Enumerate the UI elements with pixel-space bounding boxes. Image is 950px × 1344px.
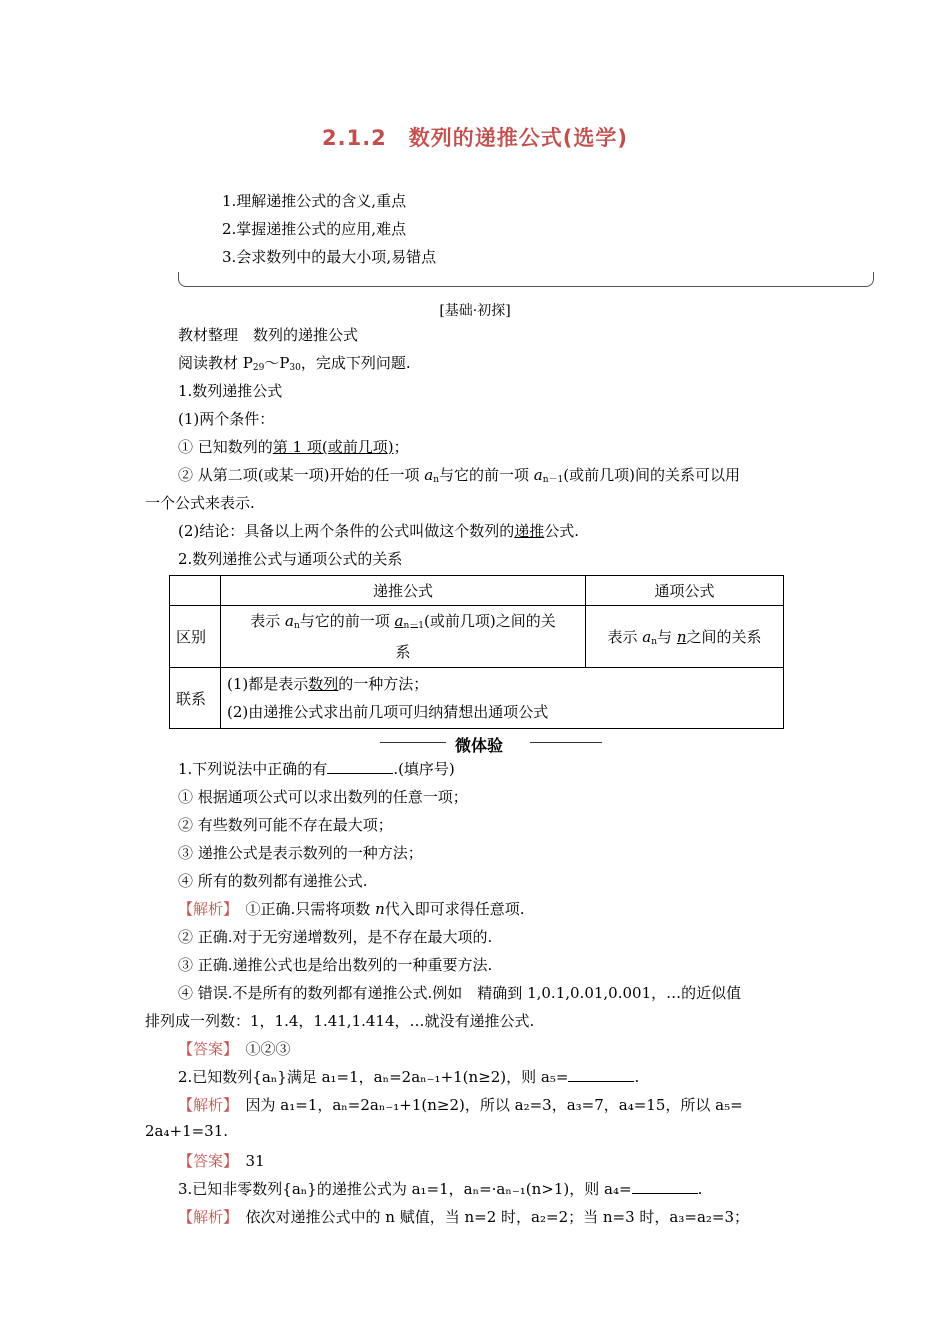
micro-experience-label: 微体验 [455, 736, 504, 755]
q1-analysis-2: ② 正确.对于无穷递增数列，是不存在最大项的. [178, 928, 493, 946]
q2-analysis-line-1: 【解析】 因为 a₁=1，aₙ=2aₙ₋₁+1(n≥2)，所以 a₂=3，a₃=7，a₄=15，所以 a₅= [178, 1096, 743, 1114]
page-title: 2.1.2 数列的递推公式(选学) [322, 126, 628, 150]
divider-line-right [530, 742, 602, 743]
table-cell-link: (1)都是表示数列的一种方法； (2)由递推公式求出前几项可归纳猜想出通项公式 [221, 668, 784, 729]
q1-analysis-4-line-2: 排列成一列数：1，1.4，1.41,1.414，…就没有递推公式. [145, 1012, 535, 1030]
condition-2-line-2: 一个公式来表示. [145, 494, 255, 512]
table-row-link-label: 联系 [170, 668, 221, 729]
goal-1: 1.理解递推公式的含义,重点 [222, 192, 407, 210]
q2-stem: 2.已知数列{aₙ}满足 a₁=1，aₙ=2aₙ₋₁+1(n≥2)，则 a₅= . [178, 1068, 640, 1086]
table-corner [170, 576, 221, 606]
condition-2-line-1: ② 从第二项(或某一项)开始的任一项 $a_n$与它的前一项 $a_{n-1}$(或前几项)间的关系可以用 [178, 466, 740, 485]
analysis-tag: 【解析】 [178, 1208, 231, 1226]
item-2-heading: 2.数列递推公式与通项公式的关系 [178, 550, 403, 568]
reading-line: 阅读教材 $P_{29}\sim P_{30}$，完成下列问题. [178, 354, 411, 373]
item-1-heading: 1.数列递推公式 [178, 382, 283, 400]
q1-analysis-4-line-1: ④ 错误.不是所有的数列都有递推公式.例如 精确到 1,0.1,0.01,0.001，…的近似值 [178, 984, 742, 1002]
table-row-diff-label: 区别 [170, 606, 221, 668]
table-cell-diff-general: 表示 $a_n$与 n之间的关系 [586, 606, 784, 668]
divider-line-left [380, 742, 446, 743]
goal-2: 2.掌握递推公式的应用,难点 [222, 220, 407, 238]
q3-stem: 3.已知非零数列{aₙ}的递推公式为 a₁=1，aₙ=·aₙ₋₁(n>1)，则 a₄= . [178, 1180, 703, 1198]
q1-answer: 【答案】 ①②③ [178, 1040, 291, 1058]
textbook-heading: 教材整理 数列的递推公式 [178, 326, 359, 344]
table-head-recursive: 递推公式 [221, 576, 586, 606]
condition-1: ① 已知数列的第 1 项(或前几项)； [178, 438, 409, 456]
q1-option-3: ③ 递推公式是表示数列的一种方法； [178, 844, 423, 862]
table-cell-diff-recursive: 表示 $a_n$与它的前一项 $a_{n-1}$(或前几项)之间的关 系 [221, 606, 586, 668]
table-head-general: 通项公式 [586, 576, 784, 606]
q2-answer: 【答案】 31 [178, 1152, 265, 1170]
analysis-tag: 【解析】 [178, 1096, 231, 1114]
conditions-title: (1)两个条件： [178, 410, 275, 428]
answer-blank [327, 761, 393, 774]
analysis-tag: 【解析】 [178, 900, 231, 918]
answer-tag: 【答案】 [178, 1040, 231, 1058]
goals-bracket [178, 272, 874, 287]
answer-tag: 【答案】 [178, 1152, 231, 1170]
section-header: [基础·初探] [439, 303, 511, 319]
comparison-table [169, 575, 784, 729]
q3-analysis-line-1: 【解析】 依次对递推公式中的 n 赋值，当 n=2 时，a₂=2；当 n=3 时，a₃=a₂=3； [178, 1208, 750, 1226]
q1-analysis-3: ③ 正确.递推公式也是给出数列的一种重要方法. [178, 956, 493, 974]
q1-option-1: ① 根据通项公式可以求出数列的任意一项； [178, 788, 468, 806]
answer-blank [632, 1181, 698, 1194]
q1-option-2: ② 有些数列可能不存在最大项； [178, 816, 393, 834]
q2-analysis-line-2: 2a₄+1=31. [145, 1122, 229, 1140]
conclusion: (2)结论：具备以上两个条件的公式叫做这个数列的递推公式. [178, 522, 580, 540]
micro-experience-divider [380, 733, 602, 753]
q1-option-4: ④ 所有的数列都有递推公式. [178, 872, 368, 890]
q1-analysis-1: 【解析】 ①正确.只需将项数 n代入即可求得任意项. [178, 900, 525, 918]
goal-3: 3.会求数列中的最大小项,易错点 [222, 248, 437, 266]
answer-blank [568, 1069, 634, 1082]
q1-stem: 1.下列说法中正确的有 .(填序号) [178, 760, 455, 778]
